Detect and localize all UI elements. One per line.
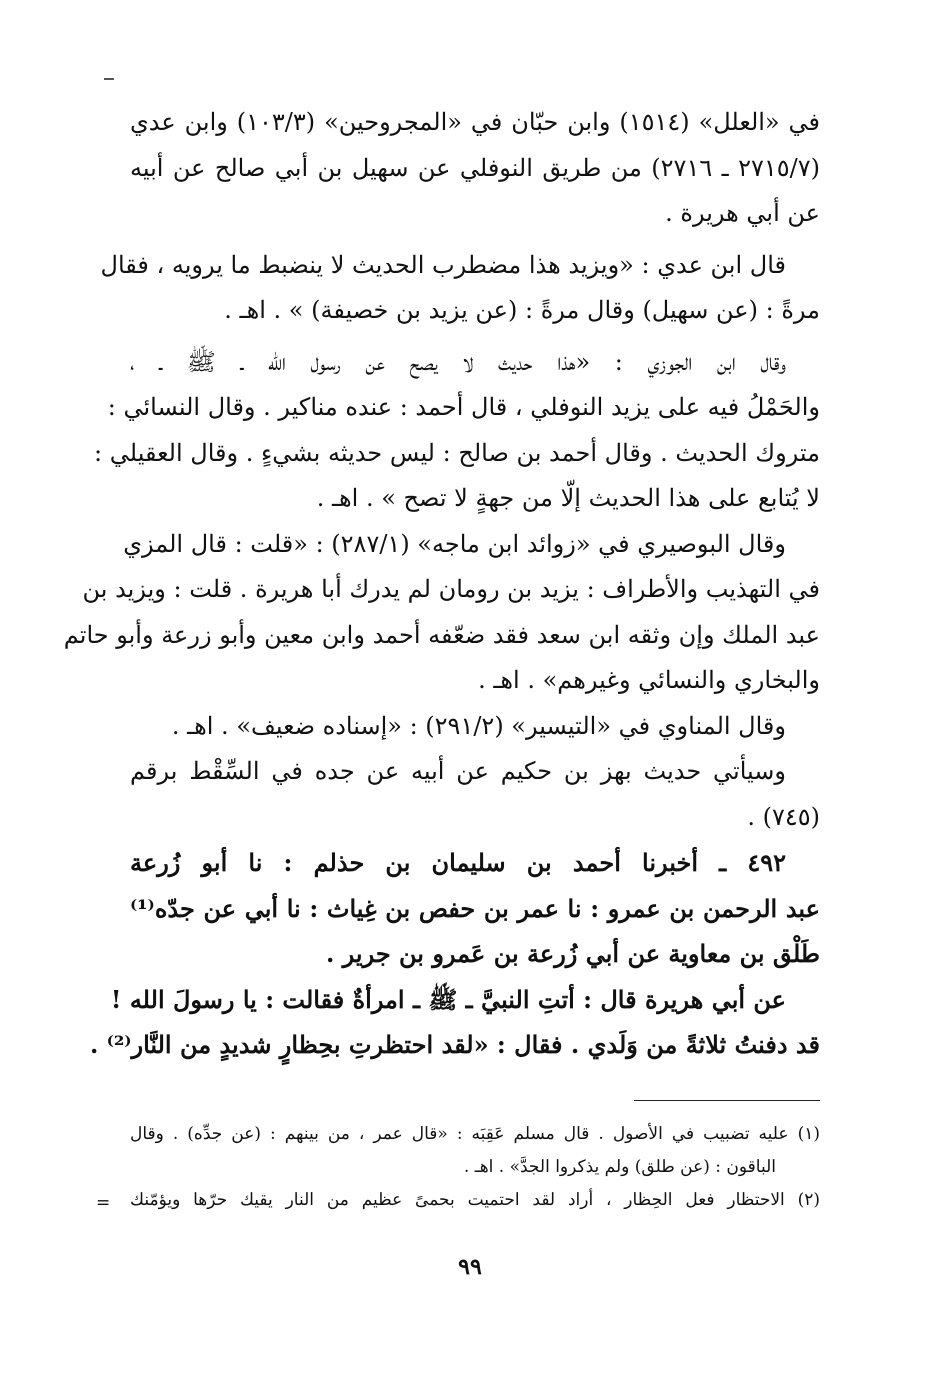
footnote-line: (٢) الاحتظار فعل الحِظار ، أراد لقد احتميت بحمىً عظيم من النار يقيك حرّها ويؤمّنك <box>130 1190 820 1210</box>
footnotes <box>130 1118 820 1217</box>
hadith-line: عبد الرحمن بن عمرو : نا عمر بن حفص بن غِياث : نا أبي عن جدّه⁽¹⁾ <box>130 893 820 923</box>
text-line: مرةً : (عن سهيل) وقال مرةً : (عن يزيد بن خصيفة) » . اهـ . <box>224 296 820 324</box>
main-text <box>63 100 821 1068</box>
hadith-line: قد دفنتُ ثلاثةً من وَلَدي . فقال : «لقد احتظرتِ بحِظارٍ شديدٍ من النَّار⁽²⁾ . <box>89 1030 820 1059</box>
page-number: ٩٩ <box>458 1254 482 1280</box>
footnote-line: (١) عليه تضبيب في الأصول . قال مسلم عَقِبَه : «قال عمر ، من بينهم : (عن جدِّه) . وقال <box>130 1124 820 1144</box>
text-line: لا يُتابع على هذا الحديث إلّا من جهةٍ لا تصح » . اهـ . <box>316 484 820 512</box>
text-line: عبد الملك وإن وثقه ابن سعد فقد ضعّفه أحمد وابن معين وأبو زرعة وأبو حاتم <box>63 620 820 649</box>
text-line: وقال المناوي في «التيسير» (٢٩١/٢) : «إسناده ضعيف» . اهـ . <box>171 711 786 740</box>
text-line: والحَمْلُ فيه على يزيد النوفلي ، قال أحمد : عنده مناكير . وقال النسائي : <box>107 393 820 421</box>
text-line: في التهذيب والأطراف : يزيد بن رومان لم يدرك أبا هريرة . قلت : ويزيد بن <box>82 575 820 603</box>
continuation-mark: = <box>96 1193 111 1213</box>
text-line: (٧٤٥) . <box>747 802 820 831</box>
text-line: متروك الحديث . وقال أحمد بن صالح : ليس حديثه بشيءٍ . وقال العقيلي : <box>94 438 820 467</box>
text-line: في «العلل» (١٥١٤) وابن حبّان في «المجروحين» (١٠٣/٣) وابن عدي <box>130 108 821 136</box>
footnote-divider <box>634 1100 820 1101</box>
footnote-line: الباقون : (عن طلق) ولم يذكروا الجدَّ» . اهـ . <box>463 1157 776 1177</box>
text-line: وقال ابن الجوزي : «هذا حديث لا يصح عن رسول الله ـ ﷺ ـ ، <box>130 347 786 376</box>
hadith-block <box>89 840 820 1068</box>
text-line: والبخاري والنسائي وغيرهم» . اهـ . <box>478 666 820 694</box>
hadith-line: ٤٩٢ ـ أخبرنا أحمد بن سليمان بن حذلم : نا أبو زُرعة <box>130 848 786 877</box>
text-line: وقال البوصيري في «زوائد ابن ماجه» (٢٨٧/١) : «قلت : قال المزي <box>123 529 786 558</box>
hadith-line: طَلْق بن معاوية عن أبي زُرعة بن عَمرو بن جرير . <box>325 939 820 968</box>
text-line: (٢٧١٥/٧ ـ ٢٧١٦) من طريق النوفلي عن سهيل بن أبي صالح عن أبيه <box>130 153 820 182</box>
text-line: قال ابن عدي : «ويزيد هذا مضطرب الحديث لا ينضبط ما يرويه ، فقال <box>100 250 786 279</box>
scan-mark <box>104 78 114 80</box>
text-line: عن أبي هريرة . <box>665 199 820 227</box>
hadith-line: عن أبي هريرة قال : أتتِ النبيَّ ـ ﷺ ـ امرأةٌ فقالت : يا رسولَ الله ! <box>110 984 786 1014</box>
text-line: وسيأتي حديث بهز بن حكيم عن أبيه عن جده في السِّقْط برقم <box>130 757 786 785</box>
